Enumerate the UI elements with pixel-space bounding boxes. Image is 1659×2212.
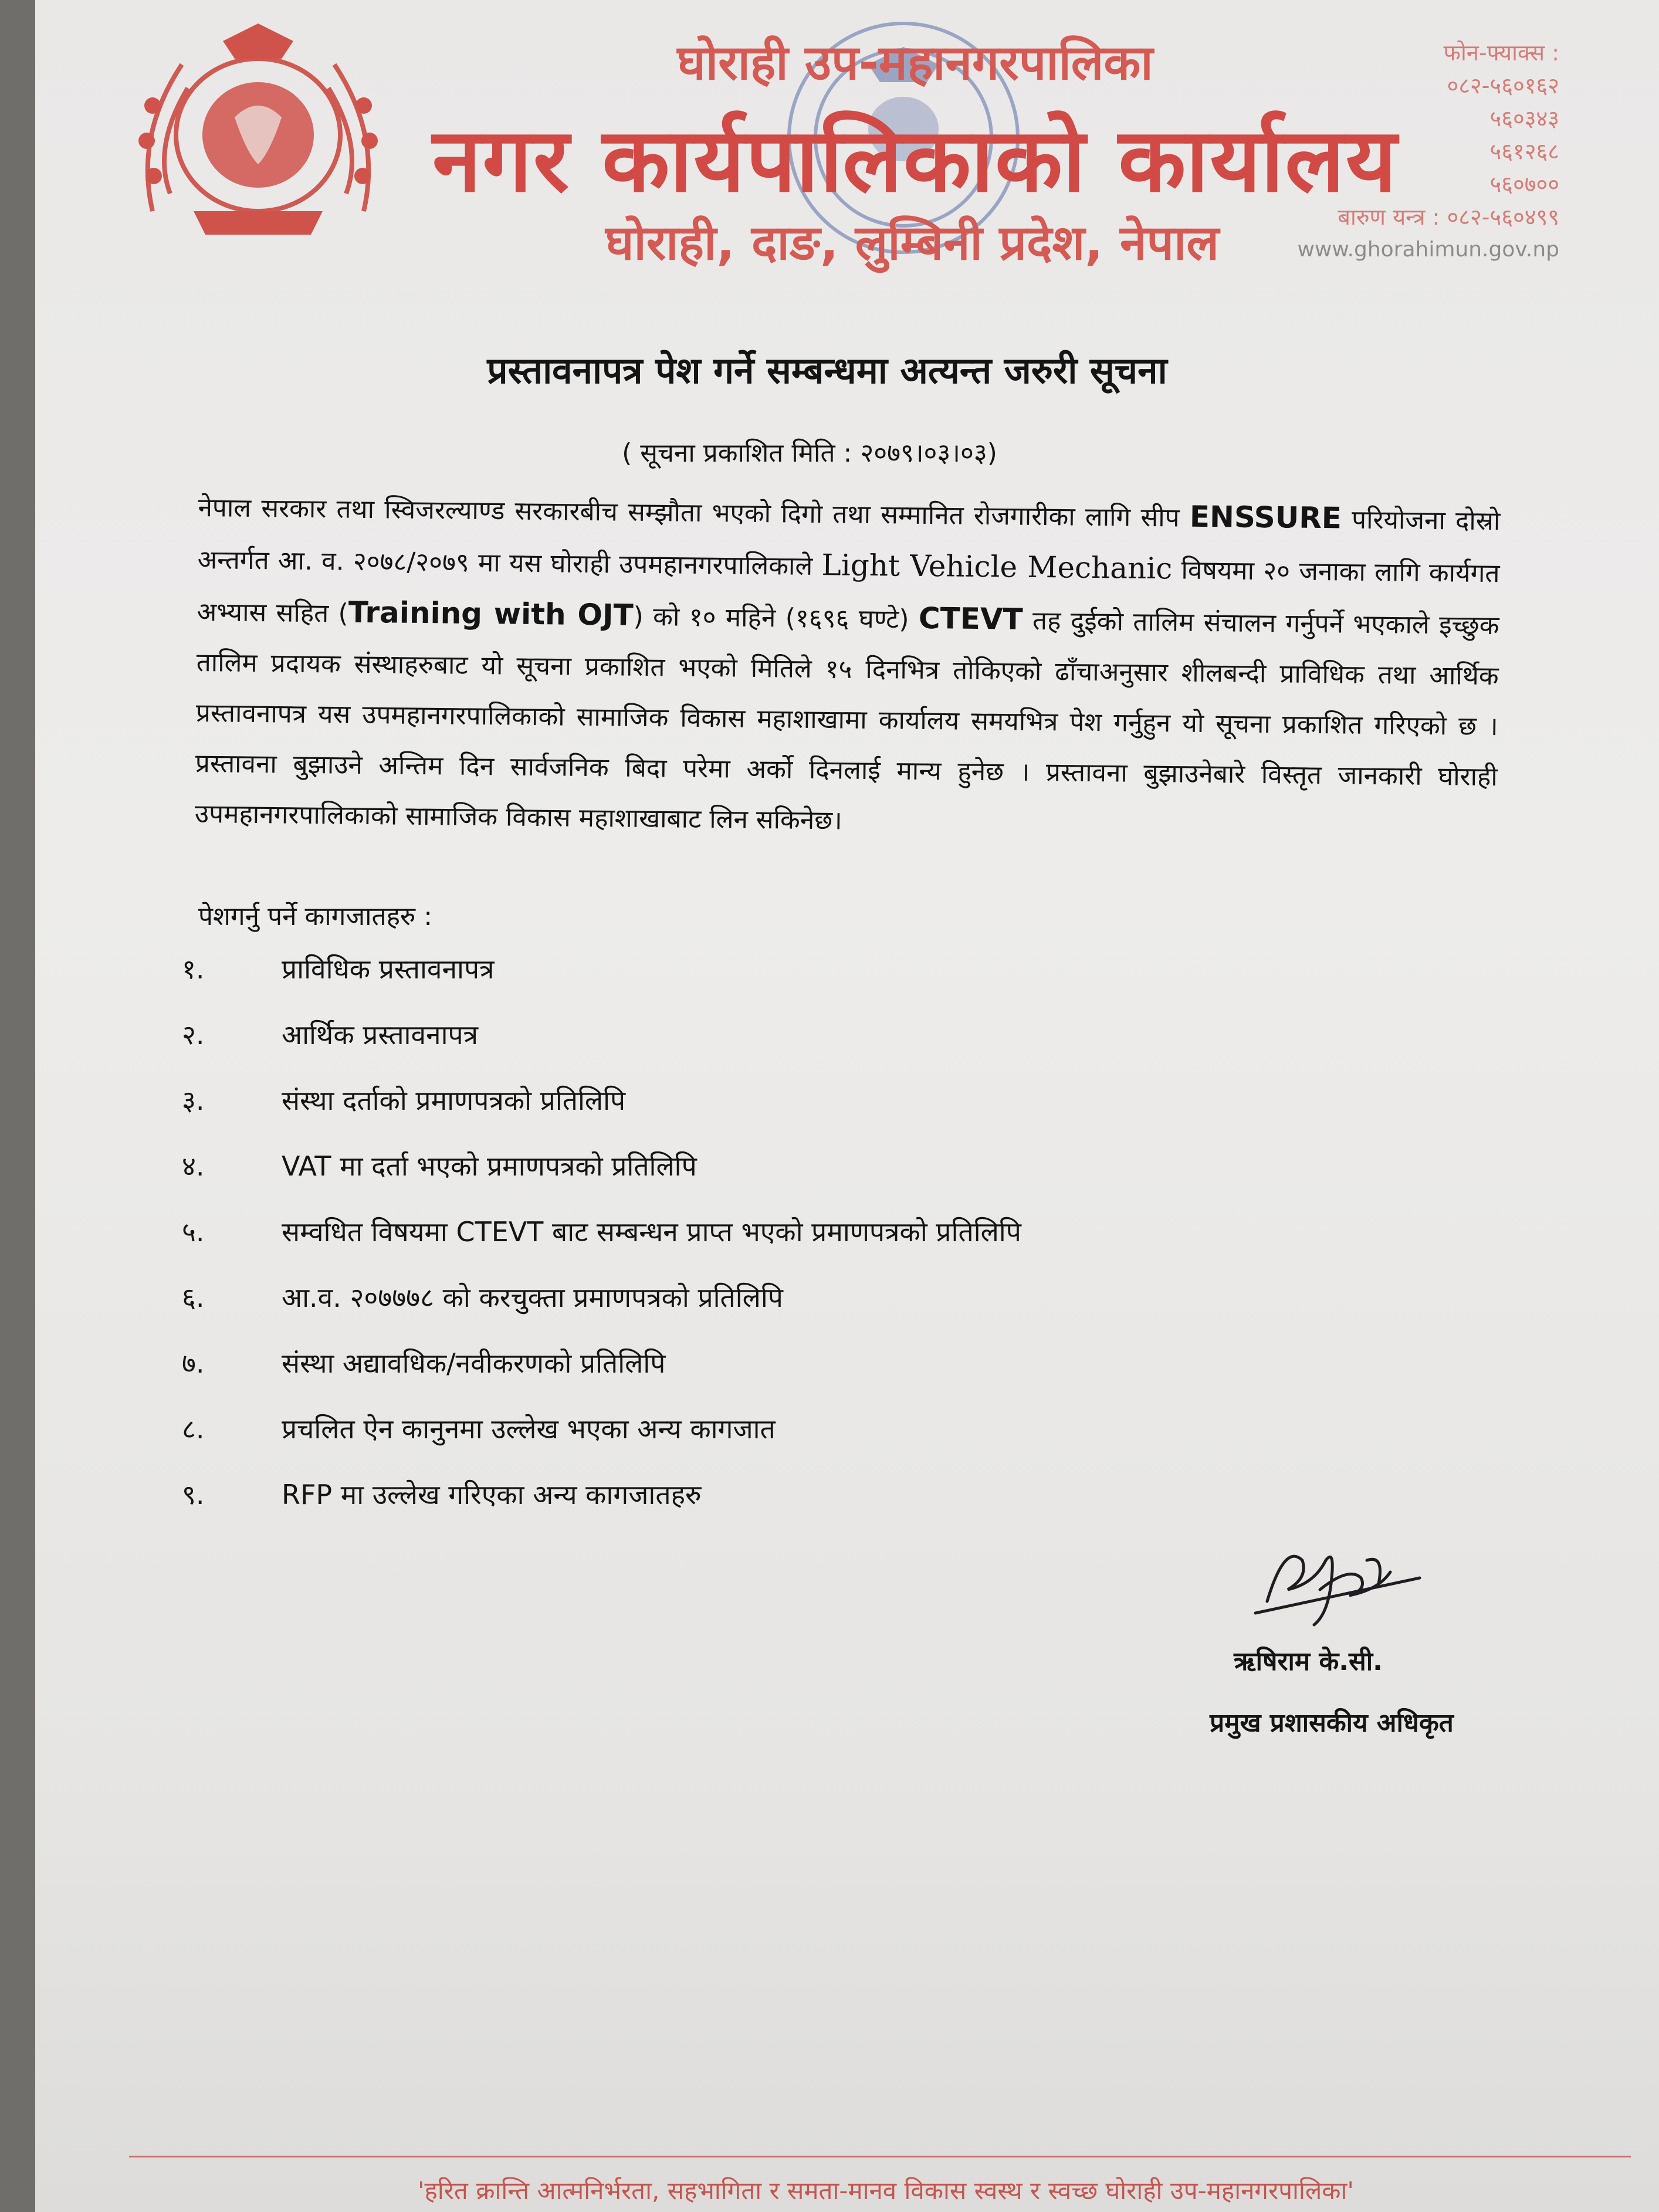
office-address: घोराही, दाङ, लुम्बिनी प्रदेश, नेपाल bbox=[605, 215, 1219, 271]
body-text-segment: परियोजना दोस्रो अन्तर्गत आ. व. २०७८/२०७९ मा यस घोराही उपमहानगरपालिकाले bbox=[197, 504, 1501, 582]
notice-title: प्रस्तावनापत्र पेश गर्ने सम्बन्धमा अत्यन्त जरुरी सूचना bbox=[487, 349, 1167, 392]
body-text-segment: विषयमा २० जनाका लागि कार्यगत अभ्यास सहित ( bbox=[197, 555, 1500, 629]
list-item bbox=[182, 1213, 1355, 1279]
notice-body bbox=[195, 481, 1501, 853]
publication-date: ( सूचना प्रकाशित मिति : २०७९।०३।०३) bbox=[622, 438, 997, 468]
fire-brigade-phone: बारुण यन्त्र : ०८२-५६०४९९ bbox=[1338, 204, 1559, 230]
list-item-text: संस्था दर्ताको प्रमाणपत्रको प्रतिलिपि bbox=[282, 1085, 626, 1116]
contact-block bbox=[1231, 36, 1559, 266]
contact-phone: ५६१२६८ bbox=[1489, 138, 1559, 164]
list-item-number: ८. bbox=[182, 1413, 205, 1445]
body-text-segment: नेपाल सरकार तथा स्विजरल्याण्ड सरकारबीच सम्झौता भएको दिगो तथा सम्मानित रोजगारीका लागि सीप bbox=[198, 492, 1180, 533]
documents-list bbox=[182, 950, 1355, 1542]
contact-phone: ५६०३४३ bbox=[1489, 106, 1559, 131]
contact-phone: ५६०७०० bbox=[1489, 171, 1559, 197]
documents-heading: पेशगर्नु पर्ने कागजातहरु : bbox=[198, 902, 433, 931]
list-item-number: २. bbox=[182, 1019, 205, 1051]
list-item-text: आ.व. २०७७७८ को करचुक्ता प्रमाणपत्रको प्रतिलिपि bbox=[282, 1282, 783, 1313]
list-item bbox=[182, 950, 1355, 1016]
list-item-text: RFP मा उल्लेख गरिएका अन्य कागजातहरु bbox=[282, 1479, 702, 1510]
contact-phone: ०८२-५६०१६२ bbox=[1447, 73, 1559, 99]
list-item-text: VAT मा दर्ता भएको प्रमाणपत्रको प्रतिलिपि bbox=[282, 1150, 697, 1182]
list-item bbox=[182, 1147, 1355, 1213]
office-name-line2: नगर कार्यपालिकाको कार्यालय bbox=[432, 110, 1398, 212]
list-item-text: सम्वधित विषयमा CTEVT बाट सम्बन्धन प्राप्त भएको प्रमाणपत्रको प्रतिलिपि bbox=[282, 1216, 1021, 1248]
contact-label: फोन-फ्याक्स : bbox=[1443, 40, 1559, 66]
footer-divider bbox=[129, 2156, 1631, 2157]
body-text-segment: तह दुईको तालिम संचालन गर्नुपर्ने भएकाले इच्छुक तालिम प्रदायक संस्थाहरुबाट यो सूचना प्रकाशित भएको मितिले १५ दिनभित्र तोकिएको ढाँचाअनुसार शीलबन्दी प्राविधिक तथा आर्थिक प्रस्तावनापत्र यस उपमहानगरपालिकाको सामाजिक विकास महाशाखामा कार्यालय समयभित्र पेश गर्नुहुन यो सूचना प्रकाशित गरिएको छ । प्रस्तावना बुझाउने अन्तिम दिन सार्वजनिक बिदा परेमा अर्को दिनलाई मान्य हुनेछ । प्रस्तावना बुझाउनेबारे विस्तृत जानकारी घोराही उपमहानगरपालिकाको सामाजिक विकास महाशाखाबाट लिन सकिनेछ। bbox=[194, 605, 1499, 836]
footer-slogan: 'हरित क्रान्ति आत्मनिर्भरता, सहभागिता र समता-मानव विकास स्वस्थ र स्वच्छ घोराही उप-महानगरपालिका' bbox=[418, 2176, 1354, 2205]
list-item bbox=[182, 1279, 1355, 1344]
nepal-emblem-icon bbox=[117, 18, 399, 252]
office-name-line1: घोराही उप-महानगरपालिका bbox=[677, 35, 1153, 91]
training-type: Training with OJT bbox=[348, 595, 634, 632]
list-item-text: प्रचलित ऐन कानुनमा उल्लेख भएका अन्य कागजात bbox=[282, 1413, 776, 1445]
list-item-number: ९. bbox=[182, 1479, 205, 1510]
list-item-number: ५. bbox=[182, 1216, 205, 1248]
list-item-number: ४. bbox=[182, 1150, 205, 1182]
list-item bbox=[182, 1476, 1355, 1542]
list-item-text: आर्थिक प्रस्तावनापत्र bbox=[282, 1019, 479, 1051]
notice-page bbox=[35, 0, 1659, 2212]
list-item-number: ७. bbox=[182, 1347, 205, 1379]
ctevt-label: CTEVT bbox=[918, 601, 1024, 636]
list-item-number: १. bbox=[182, 953, 205, 985]
list-item-number: ६. bbox=[182, 1282, 205, 1313]
project-name: ENSSURE bbox=[1189, 499, 1342, 536]
list-item bbox=[182, 1016, 1355, 1082]
list-item bbox=[182, 1082, 1355, 1147]
list-item-text: संस्था अद्यावधिक/नवीकरणको प्रतिलिपि bbox=[282, 1347, 666, 1379]
signatory-name: ऋषिराम के.सी. bbox=[1234, 1647, 1383, 1676]
list-item-number: ३. bbox=[182, 1085, 205, 1116]
list-item bbox=[182, 1344, 1355, 1410]
signature-icon bbox=[1232, 1525, 1443, 1642]
website-link[interactable]: www.ghorahimun.gov.np bbox=[1297, 238, 1559, 262]
signatory-title: प्रमुख प्रशासकीय अधिकृत bbox=[1210, 1708, 1454, 1738]
list-item-text: प्राविधिक प्रस्तावनापत्र bbox=[282, 953, 495, 985]
body-text-segment: ) को १० महिने (१६९६ घण्टे) bbox=[633, 601, 919, 635]
trade-name: Light Vehicle Mechanic bbox=[821, 548, 1173, 586]
list-item bbox=[182, 1410, 1355, 1476]
